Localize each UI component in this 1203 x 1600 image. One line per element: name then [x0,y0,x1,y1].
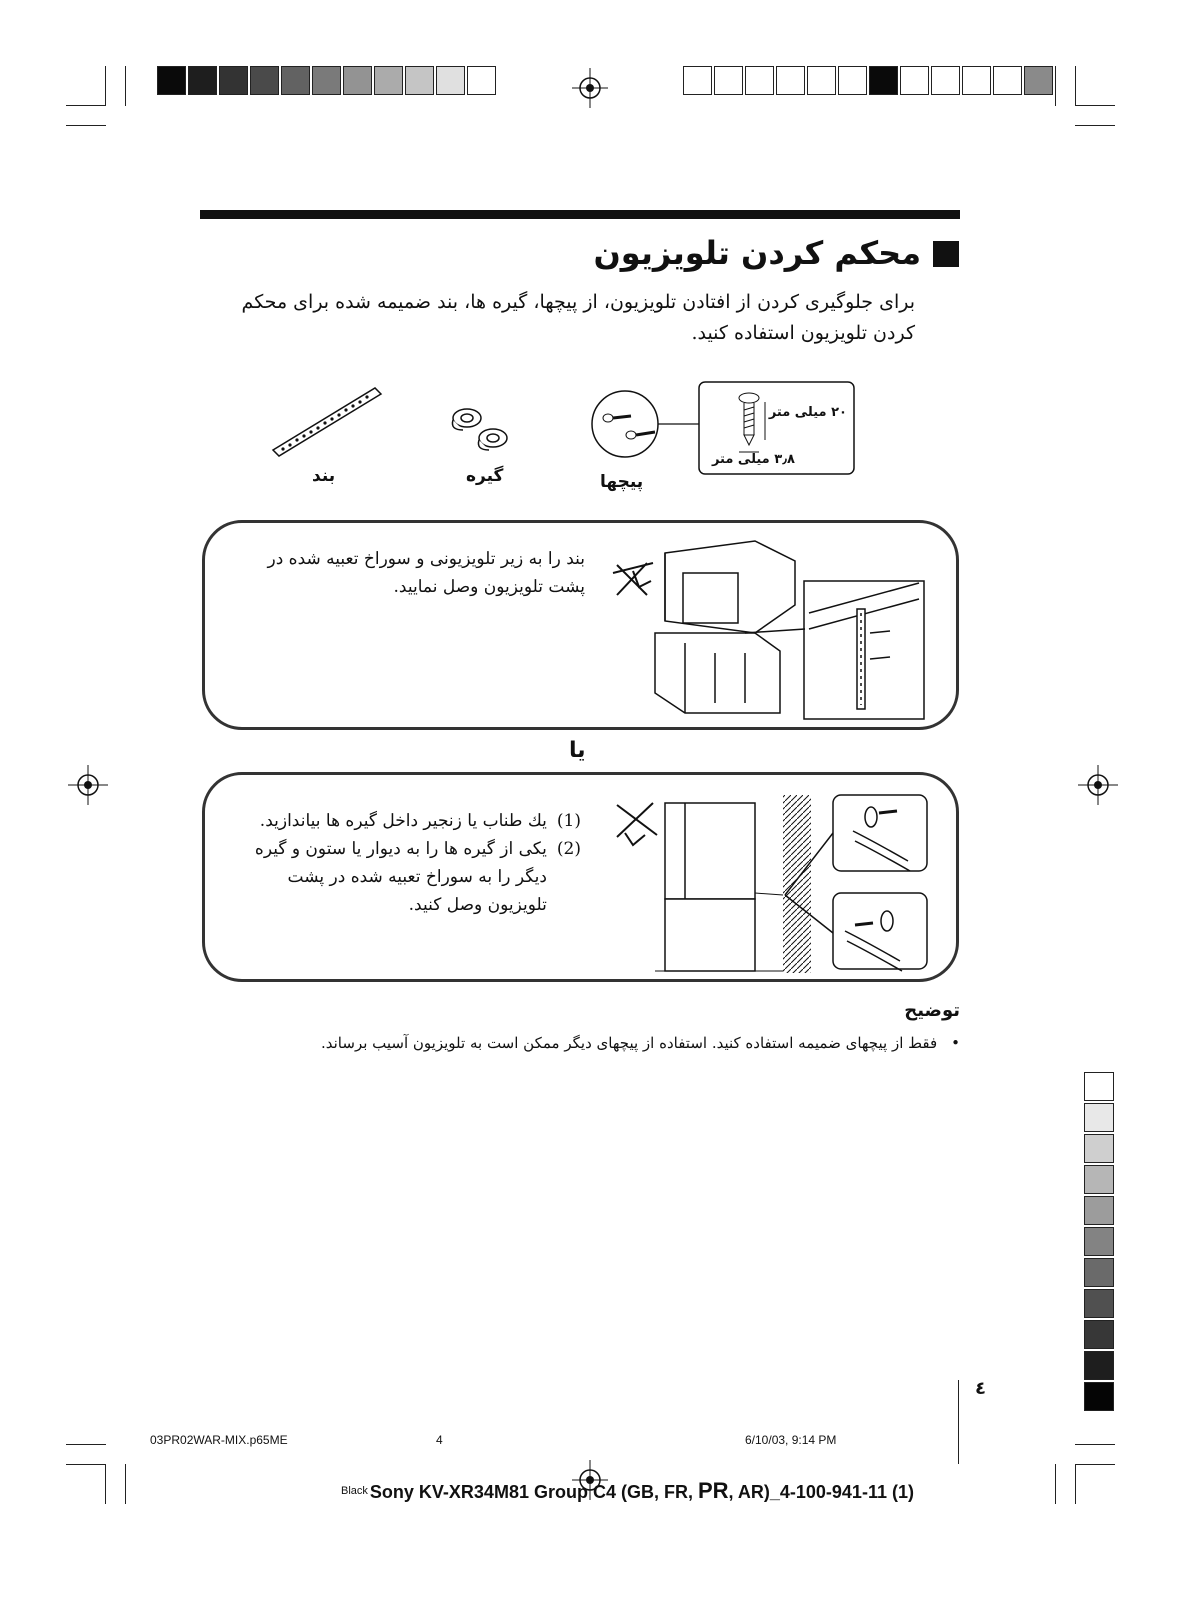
gray-swatch [1084,1134,1114,1163]
step-1-number: (1) [556,811,581,831]
crop-mark [1075,1444,1115,1445]
screws-icon [592,391,700,457]
footer-file-name: 03PR02WAR-MIX.p65ME [150,1433,288,1447]
footer-model-line [341,1478,914,1504]
registration-target-icon [572,66,608,110]
method-band-text: بند را به زیر تلویزیونی و سوراخ تعبیه شده در پشت تلویزیون وصل نمایید. [267,549,585,597]
registration-swatch [993,66,1022,95]
step-1 [235,807,581,835]
registration-swatch [281,66,310,95]
tv-with-clamp-and-chain-illustration [605,783,950,975]
gray-swatch [1084,1351,1114,1380]
registration-target-icon [1076,763,1120,807]
method-band-panel [202,520,959,730]
registration-swatch [931,66,960,95]
crop-mark [66,1444,106,1445]
method-clamp-panel [202,772,959,982]
screws-label: پیچها [600,472,644,492]
clamp-label: گیره [466,466,504,486]
footer-date: 6/10/03, 9:14 PM [745,1433,837,1447]
step-2 [235,835,581,919]
crop-mark [66,105,106,106]
registration-swatch [188,66,217,95]
registration-swatch [838,66,867,95]
registration-swatch [405,66,434,95]
clamp-icon [452,409,507,450]
intro-paragraph: برای جلوگیری کردن از افتادن تلویزیون، از پیچها، گیره ها، بند ضمیمه شده برای محکم کردن تلویزیون استفاده کنید. [241,291,915,344]
screw-length-label: ۲۰ میلی متر [768,405,847,420]
note-text: فقط از پیچهای ضمیمه استفاده کنید. استفاده از پیچهای دیگر ممکن است به تلویزیون آسیب برساند. [320,1034,938,1052]
gray-swatch [1084,1227,1114,1256]
band-label: بند [312,466,336,486]
or-label: یا [569,738,586,763]
registration-bar-left [157,66,498,95]
footer-black-label: Black [341,1485,368,1497]
gray-swatch [1084,1382,1114,1411]
registration-swatch [745,66,774,95]
note-item [270,1030,960,1056]
registration-swatch [250,66,279,95]
registration-swatch [962,66,991,95]
band-icon [273,388,381,456]
method-clamp-steps [235,807,581,919]
registration-swatch [776,66,805,95]
crop-mark [66,125,106,126]
screw-diameter-label: ۳٫۸ میلی متر [711,452,795,467]
registration-swatch [900,66,929,95]
note-bullet: • [951,1034,960,1052]
crop-mark [66,1464,106,1465]
gray-swatch [1084,1258,1114,1287]
registration-swatch [219,66,248,95]
registration-swatch [343,66,372,95]
crop-mark [105,66,106,106]
crop-mark [125,1464,126,1504]
registration-swatch [312,66,341,95]
registration-bar-right [683,66,1055,95]
crop-mark [1075,105,1115,106]
footer-page: 4 [436,1433,443,1447]
crop-mark [1075,1464,1115,1465]
crop-mark [125,66,126,106]
crop-mark [105,1464,106,1504]
footer-model-pr: PR [697,1478,729,1503]
title-square-icon [933,241,959,267]
registration-swatch [1024,66,1053,95]
step-1-text: یك طناب یا زنجیر داخل گیره ها بیاندازید. [259,811,547,831]
note-title: توضیح [904,1000,960,1021]
crop-mark [1055,66,1056,106]
gray-swatch [1084,1103,1114,1132]
parts-illustration [265,380,865,495]
step-2-number: (2) [556,839,581,859]
registration-swatch [869,66,898,95]
footer-model-b: , AR)_4-100-941-11 (1) [728,1482,914,1502]
registration-swatch [467,66,496,95]
crop-mark [1075,1464,1076,1504]
step-2-text: یکی از گیره ها را به دیوار یا ستون و گیره دیگر را به سوراخ تعبیه شده در پشت تلویزیون وصل کنید. [254,839,547,915]
gray-swatch [1084,1289,1114,1318]
gray-swatch [1084,1196,1114,1225]
crop-mark [1075,125,1115,126]
page-number-rule [958,1380,959,1464]
registration-swatch [436,66,465,95]
gray-swatch [1084,1072,1114,1101]
title-text: محکم کردن تلویزیون [593,234,921,272]
title-rule [200,210,960,219]
registration-swatch [157,66,186,95]
registration-target-icon [66,763,110,807]
registration-swatch [683,66,712,95]
page-title [593,228,959,278]
gray-swatch [1084,1165,1114,1194]
footer-model-a: Sony KV-XR34M81 Group C4 (GB, FR, [369,1482,693,1502]
crop-mark [1055,1464,1056,1504]
registration-swatch [374,66,403,95]
gray-swatch [1084,1320,1114,1349]
registration-swatch [807,66,836,95]
registration-swatch [714,66,743,95]
tv-on-stand-with-band-illustration [605,533,950,725]
gray-scale-strip [1084,1072,1114,1413]
crop-mark [1075,66,1076,106]
page-number: ٤ [975,1378,986,1399]
